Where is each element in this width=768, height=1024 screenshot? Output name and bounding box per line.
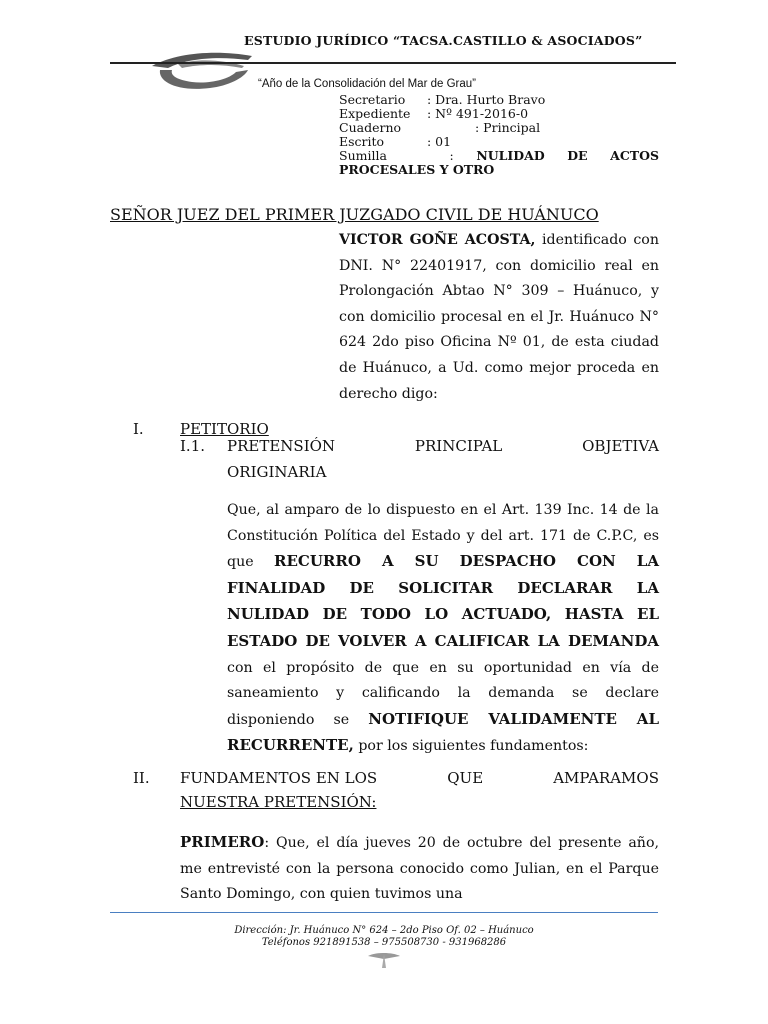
meta-sumilla: Sumilla : NULIDAD DE ACTOS (339, 148, 659, 163)
petitioner-name: VICTOR GOÑE ACOSTA, (339, 232, 536, 248)
header-rule (110, 62, 676, 64)
judge-heading: SEÑOR JUEZ DEL PRIMER JUZGADO CIVIL DE HUÁNUCO (110, 205, 599, 224)
footer-address: Dirección: Jr. Huánuco N° 624 – 2do Piso Of. 02 – Huánuco (234, 925, 534, 936)
firm-logo-icon (148, 48, 258, 94)
case-meta (339, 93, 659, 177)
intro-text: identificado con DNI. N° 22401917, con domicilio real en Prolongación Abtao N° 309 – Huánuco, y con domicilio procesal en el Jr. Huánuco N° 624 2do piso Oficina Nº 01, de esta ciudad de Huánuco, a Ud. como mejor proceda en derecho digo: (339, 232, 659, 402)
year-motto: “Año de la Consolidación del Mar de Grau” (258, 78, 476, 90)
footer-phones: Teléfonos 921891538 – 975508730 - 931968286 (261, 937, 507, 948)
subsection-heading-pretension: I.1. PRETENSIÓN PRINCIPAL OBJETIVA ORIGINARIA (180, 437, 659, 481)
meta-cuaderno: Cuaderno : Principal (339, 120, 541, 135)
footer-rule (110, 912, 658, 913)
meta-sumilla-line2: PROCESALES Y OTRO (339, 162, 495, 177)
meta-secretario: Secretario : Dra. Hurto Bravo (339, 92, 546, 107)
petitorio-paragraph: Que, al amparo de lo dispuesto en el Art. 139 Inc. 14 de la Constitución Política del Estado y del art. 171 de C.P.C, es que RECURRO A SU DESPACHO CON LA FINALIDAD DE SOLICITAR DECLARAR LA NULIDAD DE TODO LO ACTUADO, HASTA EL ESTADO DE VOLVER A CALIFICAR LA DEMANDA con el propósito de que en su oportunidad en vía de saneamiento y calificando la demanda se declare disponiendo se NOTIFIQUE VALIDAMENTE AL RECURRENTE, por los siguientes fundamentos: (227, 502, 659, 755)
section-heading-petitorio: I. PETITORIO (133, 420, 269, 438)
intro-paragraph (339, 228, 659, 407)
meta-escrito: Escrito : 01 (339, 134, 452, 149)
firm-name: ESTUDIO JURÍDICO “TACSA.CASTILLO & ASOCIADOS” (244, 33, 643, 48)
footer-ornament-icon (366, 948, 402, 970)
meta-expediente: Expediente : Nº 491-2016-0 (339, 106, 529, 121)
section-heading-fundamentos: II. FUNDAMENTOS EN LOS QUE AMPARAMOS NUESTRA PRETENSIÓN: (133, 769, 659, 811)
primero-paragraph: PRIMERO: Que, el día jueves 20 de octubre del presente año, me entrevisté con la persona conocido como Julian, en el Parque Santo Domingo, con quien tuvimos una (180, 833, 659, 903)
